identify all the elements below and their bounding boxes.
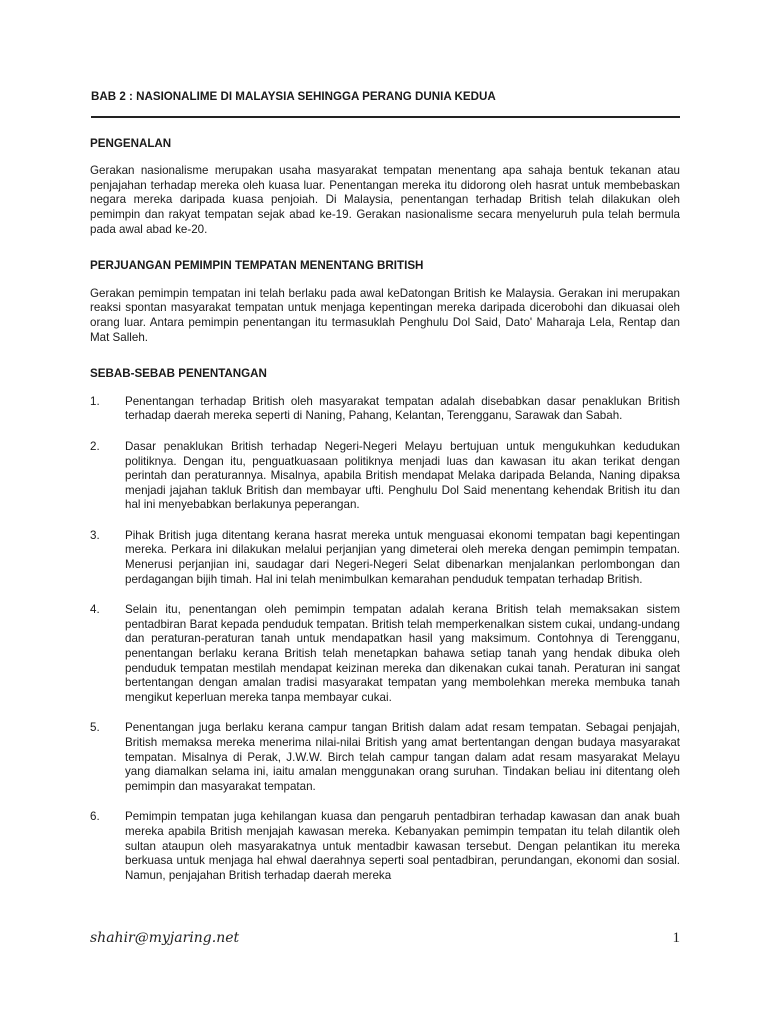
list-item	[90, 395, 680, 424]
page-footer	[90, 930, 680, 947]
section-heading-perjuangan: PERJUANGAN PEMIMPIN TEMPATAN MENENTANG BRITISH	[90, 259, 424, 273]
section-heading-sebab: SEBAB-SEBAB PENENTANGAN	[90, 367, 267, 381]
list-item-text: Dasar penaklukan British terhadap Negeri-Negeri Melayu bertujuan untuk mengukuhkan kedudukan politiknya. Dengan itu, penguatkuasaan politiknya menjadi luas dan kawasan itu akan terikat dengan perintah dan peraturannya. Misalnya, apabila British mendapat Melaka daripada Belanda, Naning dipaksa menjadi jajahan takluk British dan membayar ufti. Penghulu Dol Said menentang kehendak British itu dan hal ini menyebabkan berlakunya peperangan.	[125, 439, 680, 512]
list-item	[90, 721, 680, 794]
document-title: BAB 2 : NASIONALIME DI MALAYSIA SEHINGGA PERANG DUNIA KEDUA	[91, 90, 680, 118]
list-item-number: 5.	[90, 721, 100, 735]
list-item-text: Penentangan juga berlaku kerana campur tangan British dalam adat resam tempatan. Sebagai penjajah, British memaksa mereka menerima nilai-nilai British yang amat bertentangan dengan budaya masyarakat tempatan. Misalnya di Perak, J.W.W. Birch telah campur tangan dalam adat resam masyarakat Melayu yang diamalkan selama ini, iaitu amalan menggunakan orang suruhan. Tindakan beliau ini ditentang oleh pemimpin dan masyarakat tempatan.	[125, 721, 680, 793]
footer-email: shahir@myjaring.net	[90, 930, 240, 946]
list-item-number: 4.	[90, 603, 100, 617]
list-item	[90, 529, 680, 587]
list-item	[90, 603, 680, 705]
section-heading-pengenalan: PENGENALAN	[90, 136, 172, 150]
reasons-list	[90, 395, 680, 884]
list-item-text: Penentangan terhadap British oleh masyarakat tempatan adalah disebabkan dasar penaklukan British terhadap daerah mereka seperti di Naning, Pahang, Kelantan, Terengganu, Sarawak dan Sabah.	[125, 394, 680, 423]
page-content	[90, 90, 680, 899]
list-item-number: 6.	[90, 810, 100, 824]
list-item-text: Pemimpin tempatan juga kehilangan kuasa dan pengaruh pentadbiran terhadap kawasan dan anak buah mereka apabila British menjajah kawasan mereka. Kebanyakan pemimpin tempatan itu telah dilantik oleh sultan ataupun oleh masyarakatnya untuk mentadbir kawasan tersebut. Dengan pelantikan itu mereka berkuasa untuk menjaga hal ehwal daerahnya seperti soal pentadbiran, perundangan, ekonomi dan sosial. Namun, penjajahan British terhadap daerah mereka	[125, 810, 680, 882]
section-paragraph-pengenalan: Gerakan nasionalisme merupakan usaha masyarakat tempatan menentang apa sahaja bentuk tekanan atau penjajahan terhadap mereka oleh kuasa luar. Penentangan mereka itu didorong oleh hasrat untuk membebaskan negara mereka daripada kuasa penjoiah. Di Malaysia, penentangan terhadap British telah dilakukan oleh pemimpin dan rakyat tempatan sejak abad ke-19. Gerakan nasionalisme secara menyeluruh pula telah bermula pada awal abad ke-20.	[90, 164, 680, 236]
list-item-text: Pihak British juga ditentang kerana hasrat mereka untuk menguasai ekonomi tempatan bagi kepentingan mereka. Perkara ini dilakukan melalui perjanjian yang dimeterai oleh mereka dengan pemimpin tempatan. Menerusi perjanjian ini, saudagar dari Negeri-Negeri Selat dibenarkan menjalankan perlombongan dan perdagangan bijih timah. Hal ini telah menimbulkan kemarahan penduduk tempatan terhadap British.	[125, 528, 680, 586]
page-number: 1	[672, 930, 680, 946]
list-item-number: 3.	[90, 528, 100, 542]
list-item	[90, 810, 680, 883]
section-paragraph-perjuangan: Gerakan pemimpin tempatan ini telah berlaku pada awal keDatongan British ke Malaysia. Gerakan ini merupakan reaksi spontan masyarakat tempatan untuk menjaga kepentingan mereka daripada dicerobohi dan dikuasai oleh orang luar. Antara pemimpin penentangan itu termasuklah Penghulu Dol Said, Dato' Maharaja Lela, Rentap dan Mat Salleh.	[90, 286, 680, 344]
list-item-number: 2.	[90, 439, 100, 453]
list-item	[90, 440, 680, 513]
list-item-text: Selain itu, penentangan oleh pemimpin tempatan adalah kerana British telah memaksakan sistem pentadbiran Barat kepada penduduk tempatan. British telah memperkenalkan sistem cukai, undang-undang dan peraturan-peraturan tanah untuk mendapatkan hasil yang maksimum. Contohnya di Terengganu, penentangan berlaku kerana British telah menetapkan bahawa setiap tanah yang hendak dibuka oleh penduduk tempatan mestilah mendapat keizinan mereka dan dikenakan cukai tanah. Peraturan ini sangat bertentangan dengan amalan tradisi masyarakat tempatan yang membolehkan mereka membuka tanah mengikut keperluan mereka tanpa membayar cukai.	[125, 603, 680, 704]
list-item-number: 1.	[90, 394, 100, 408]
